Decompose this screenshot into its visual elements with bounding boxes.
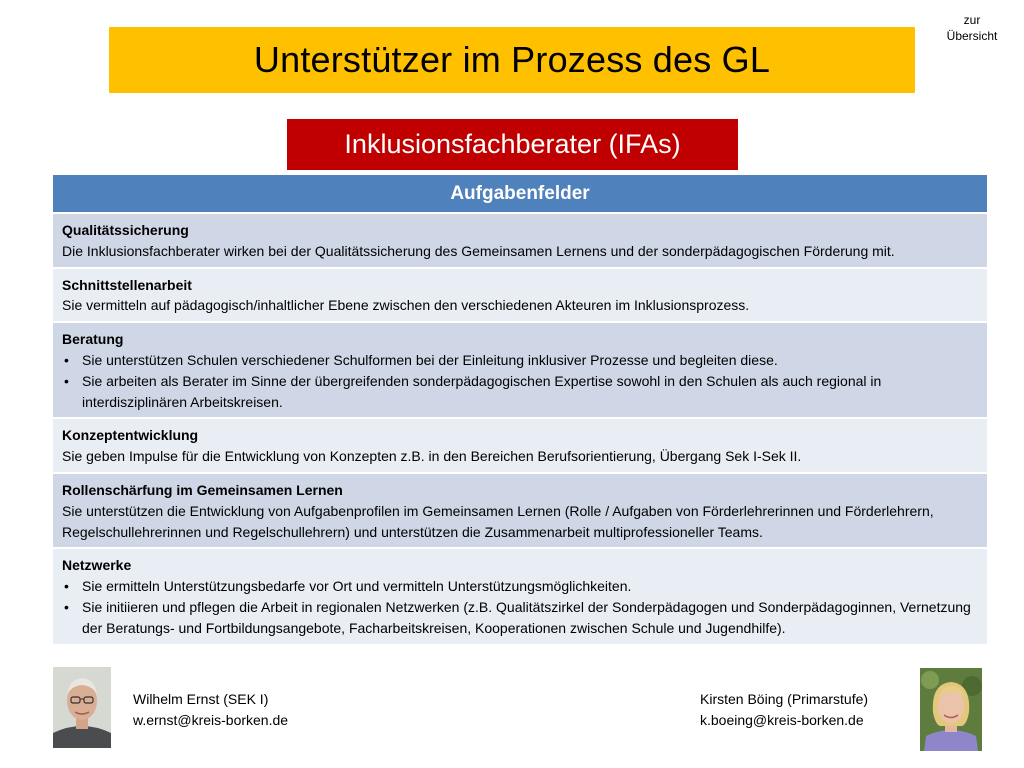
subtitle-banner — [287, 119, 738, 170]
table-row-quality — [53, 214, 987, 269]
bullet-list — [62, 350, 978, 412]
table-row-roles — [53, 474, 987, 549]
overview-link[interactable] — [938, 12, 1006, 44]
row-title: Beratung — [62, 331, 124, 348]
list-item: • Sie ermitteln Unterstützungsbedarfe vor Ort und vermitteln Unterstützungsmöglichkeiten. — [62, 576, 978, 597]
row-title: Qualitätssicherung — [62, 222, 189, 238]
overview-link-line2: Übersicht — [946, 29, 998, 43]
contact-left — [133, 689, 288, 731]
row-title: Konzeptentwicklung — [62, 427, 199, 444]
table-row-concept — [53, 419, 987, 474]
person-photo-icon — [920, 668, 982, 751]
contact-email[interactable]: w.ernst@kreis-borken.de — [133, 712, 289, 728]
page-title: Unterstützer im Prozess des GL — [253, 39, 771, 80]
row-text: Die Inklusionsfachberater wirken bei der Qualitätssicherung des Gemeinsamen Lernens und der sonderpädagogischen Förderung mit. — [62, 242, 895, 259]
overview-link-line1: zur — [963, 13, 981, 27]
list-item: • Sie unterstützen Schulen verschiedener Schulformen bei der Einleitung inklusiver Prozesse und begleiten diese. — [62, 350, 978, 371]
bullet-list — [62, 576, 978, 638]
row-title: Schnittstellenarbeit — [62, 276, 192, 293]
list-item: • Sie initiieren und pflegen die Arbeit in regionalen Netzwerken (z.B. Qualitätszirkel der Sonderpädagogen und Sonderpädagoginnen, Vernetzung der Beratungs- und Fortbildungsangebote, Facharbeitskreisen, Kooperationen zwischen Schule und Jugendhilfe). — [62, 597, 978, 639]
row-text: Sie vermitteln auf pädagogisch/inhaltlicher Ebene zwischen den verschiedenen Akteuren im Inklusionsprozess. — [62, 297, 750, 314]
contact-name: Kirsten Böing (Primarstufe) — [700, 691, 869, 707]
person-photo-icon — [53, 667, 111, 748]
table-row-networks — [53, 549, 987, 645]
row-text: Sie geben Impulse für die Entwicklung von Konzepten z.B. in den Bereichen Berufsorientierung, Übergang Sek I-Sek II. — [62, 448, 802, 465]
contact-photo-right — [920, 668, 982, 751]
row-title: Netzwerke — [62, 557, 132, 574]
title-banner — [109, 27, 915, 93]
contact-right — [700, 689, 868, 731]
table-row-consulting — [53, 323, 987, 419]
row-text: Sie unterstützen die Entwicklung von Aufgabenprofilen im Gemeinsamen Lernen (Rolle / Aufgaben von Förderlehrerinnen und Förderlehrern, Regelschullehrerinnen und Regelschullehrern) und unterstützen die Zusammenarbeit multiprofessioneller Teams. — [62, 502, 934, 540]
contact-email[interactable]: k.boeing@kreis-borken.de — [700, 712, 864, 728]
contact-name: Wilhelm Ernst (SEK I) — [133, 691, 269, 707]
contact-photo-left — [53, 667, 111, 748]
table-row-interface — [53, 269, 987, 324]
task-fields-table — [53, 175, 987, 646]
row-title: Rollenschärfung im Gemeinsamen Lernen — [62, 481, 343, 498]
page-subtitle: Inklusionsfachberater (IFAs) — [344, 129, 681, 159]
table-header: Aufgabenfelder — [53, 175, 987, 214]
list-item: • Sie arbeiten als Berater im Sinne der übergreifenden sonderpädagogischen Expertise sowohl in den Schulen als auch regional in interdisziplinären Arbeitskreisen. — [62, 371, 978, 413]
